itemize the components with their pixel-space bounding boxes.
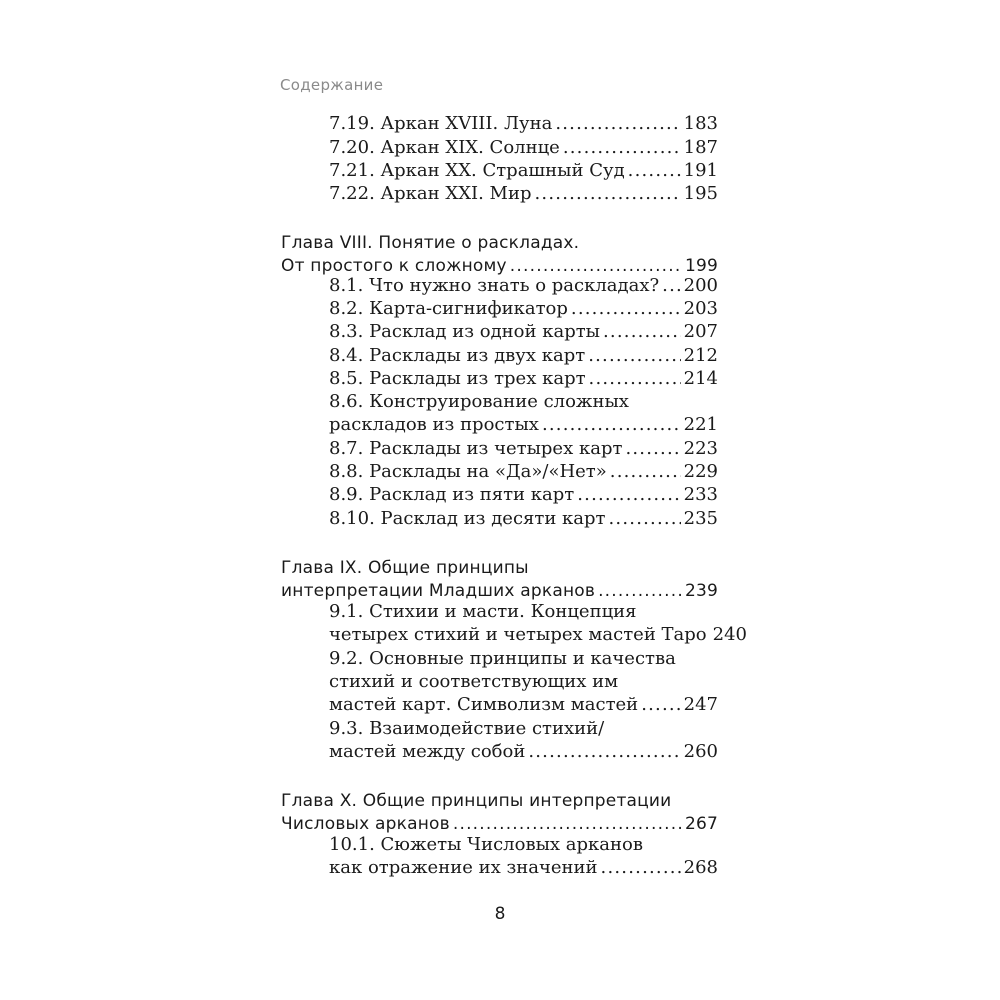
toc-entry-line[interactable]: 8.6. Конструирование сложных: [329, 391, 629, 412]
toc-leader: [588, 344, 680, 368]
chapter-title-line[interactable]: Глава VIII. Понятие о раскладах.: [281, 233, 580, 253]
toc-entry-page: 187: [683, 137, 718, 158]
toc-entry-page: 223: [683, 438, 718, 459]
toc-entry-page: 229: [683, 461, 718, 482]
toc-entry[interactable]: [329, 344, 718, 368]
toc-leader: [603, 320, 681, 344]
toc-entry[interactable]: [329, 320, 718, 344]
toc-entry-title: 8.4. Расклады из двух карт: [329, 345, 586, 366]
toc-entry-page: 199: [684, 256, 718, 276]
toc-entry-title: 8.8. Расклады на «Да»/«Нет»: [329, 461, 607, 482]
toc-entry-title: 8.9. Расклад из пяти карт: [329, 484, 575, 505]
toc-entry-title: 8.2. Карта-сигнификатор: [329, 298, 568, 319]
toc-entry-title: мастей карт. Символизм мастей: [329, 694, 639, 715]
toc-leader: [609, 507, 681, 531]
toc-leader: [577, 483, 680, 507]
toc-entry-title: Числовых арканов: [281, 814, 450, 834]
toc-entry-line[interactable]: 9.2. Основные принципы и качества: [329, 648, 676, 669]
toc-entry-page: 191: [683, 160, 718, 181]
toc-entry-title: От простого к сложному: [281, 256, 507, 276]
toc-entry[interactable]: [329, 182, 718, 206]
toc-leader: [662, 274, 680, 298]
toc-leader: [555, 112, 680, 136]
toc-entry[interactable]: [329, 483, 718, 507]
toc-entry-title: 7.20. Аркан XIX. Солнце: [329, 137, 560, 158]
toc-entry[interactable]: [329, 367, 718, 391]
toc-entry[interactable]: [329, 136, 718, 160]
toc-entry-page: 239: [684, 581, 718, 601]
toc-leader: [571, 297, 681, 321]
toc-entry-title: раскладов из простых: [329, 414, 539, 435]
toc-entry-line[interactable]: 10.1. Сюжеты Числовых арканов: [329, 834, 643, 855]
toc-leader: [528, 740, 680, 764]
toc-leader: [542, 413, 681, 437]
toc-entry[interactable]: [329, 460, 718, 484]
toc-entry-line[interactable]: 9.3. Взаимодействие стихий/: [329, 718, 605, 739]
running-head: Содержание: [280, 76, 384, 94]
toc-leader: [641, 693, 680, 717]
toc-entry-page: 268: [683, 857, 718, 878]
toc-entry[interactable]: [329, 112, 718, 136]
toc-entry-title: мастей между собой: [329, 741, 526, 762]
toc-entry-title: 8.7. Расклады из четырех карт: [329, 438, 623, 459]
toc-entry-page: 247: [683, 694, 718, 715]
toc-entry-title: как отражение их значений: [329, 857, 598, 878]
page-number: 8: [494, 904, 506, 924]
toc-entry-page: 214: [683, 368, 718, 389]
toc-entry-title: интерпретации Младших арканов: [281, 581, 596, 601]
toc-entry-page: 260: [683, 741, 718, 762]
toc-entry-line[interactable]: 9.1. Стихии и масти. Концепция: [329, 601, 637, 622]
toc-entry-title: 7.19. Аркан XVIII. Луна: [329, 113, 553, 134]
toc-entry[interactable]: [329, 856, 718, 880]
toc-entry-page: 200: [683, 275, 718, 296]
toc-leader: [625, 437, 680, 461]
toc-entry-line[interactable]: стихий и соответствующих им: [329, 671, 619, 692]
toc-leader: [628, 159, 681, 183]
toc-entry[interactable]: [329, 274, 718, 298]
toc-entry-page: 240: [712, 624, 747, 645]
toc-leader: [535, 182, 681, 206]
toc-entry-page: 267: [684, 814, 718, 834]
toc-leader: [589, 367, 681, 391]
toc-entry-title: 8.1. Что нужно знать о раскладах?: [329, 275, 660, 296]
toc-entry-title: 8.5. Расклады из трех карт: [329, 368, 586, 389]
toc-entry[interactable]: [329, 623, 747, 647]
toc-entry-page: 183: [683, 113, 718, 134]
toc-entry[interactable]: [329, 159, 718, 183]
toc-entry[interactable]: [329, 297, 718, 321]
toc-entry-page: 233: [683, 484, 718, 505]
toc-entry[interactable]: [329, 693, 718, 717]
toc-entry-page: 195: [683, 183, 718, 204]
toc-entry[interactable]: [329, 507, 718, 531]
toc-entry-page: 207: [683, 321, 718, 342]
toc-entry-page: 203: [683, 298, 718, 319]
toc-entry-title: 7.21. Аркан XX. Страшный Суд: [329, 160, 625, 181]
toc-entry-title: 8.10. Расклад из десяти карт: [329, 508, 606, 529]
toc-leader: [563, 136, 681, 160]
toc-entry[interactable]: [329, 740, 718, 764]
toc-entry[interactable]: [329, 437, 718, 461]
chapter-title-line[interactable]: Глава X. Общие принципы интерпретации: [281, 791, 672, 811]
toc-leader: [601, 856, 681, 880]
toc-entry-page: 221: [683, 414, 718, 435]
toc-entry[interactable]: [329, 413, 718, 437]
toc-leader: [610, 460, 681, 484]
toc-entry-title: четырех стихий и четырех мастей Таро: [329, 624, 707, 645]
toc-entry-page: 235: [683, 508, 718, 529]
toc-entry-title: 7.22. Аркан XXI. Мир: [329, 183, 532, 204]
toc-entry-title: 8.3. Расклад из одной карты: [329, 321, 601, 342]
chapter-title-line[interactable]: Глава IX. Общие принципы: [281, 558, 529, 578]
toc-entry-page: 212: [683, 345, 718, 366]
